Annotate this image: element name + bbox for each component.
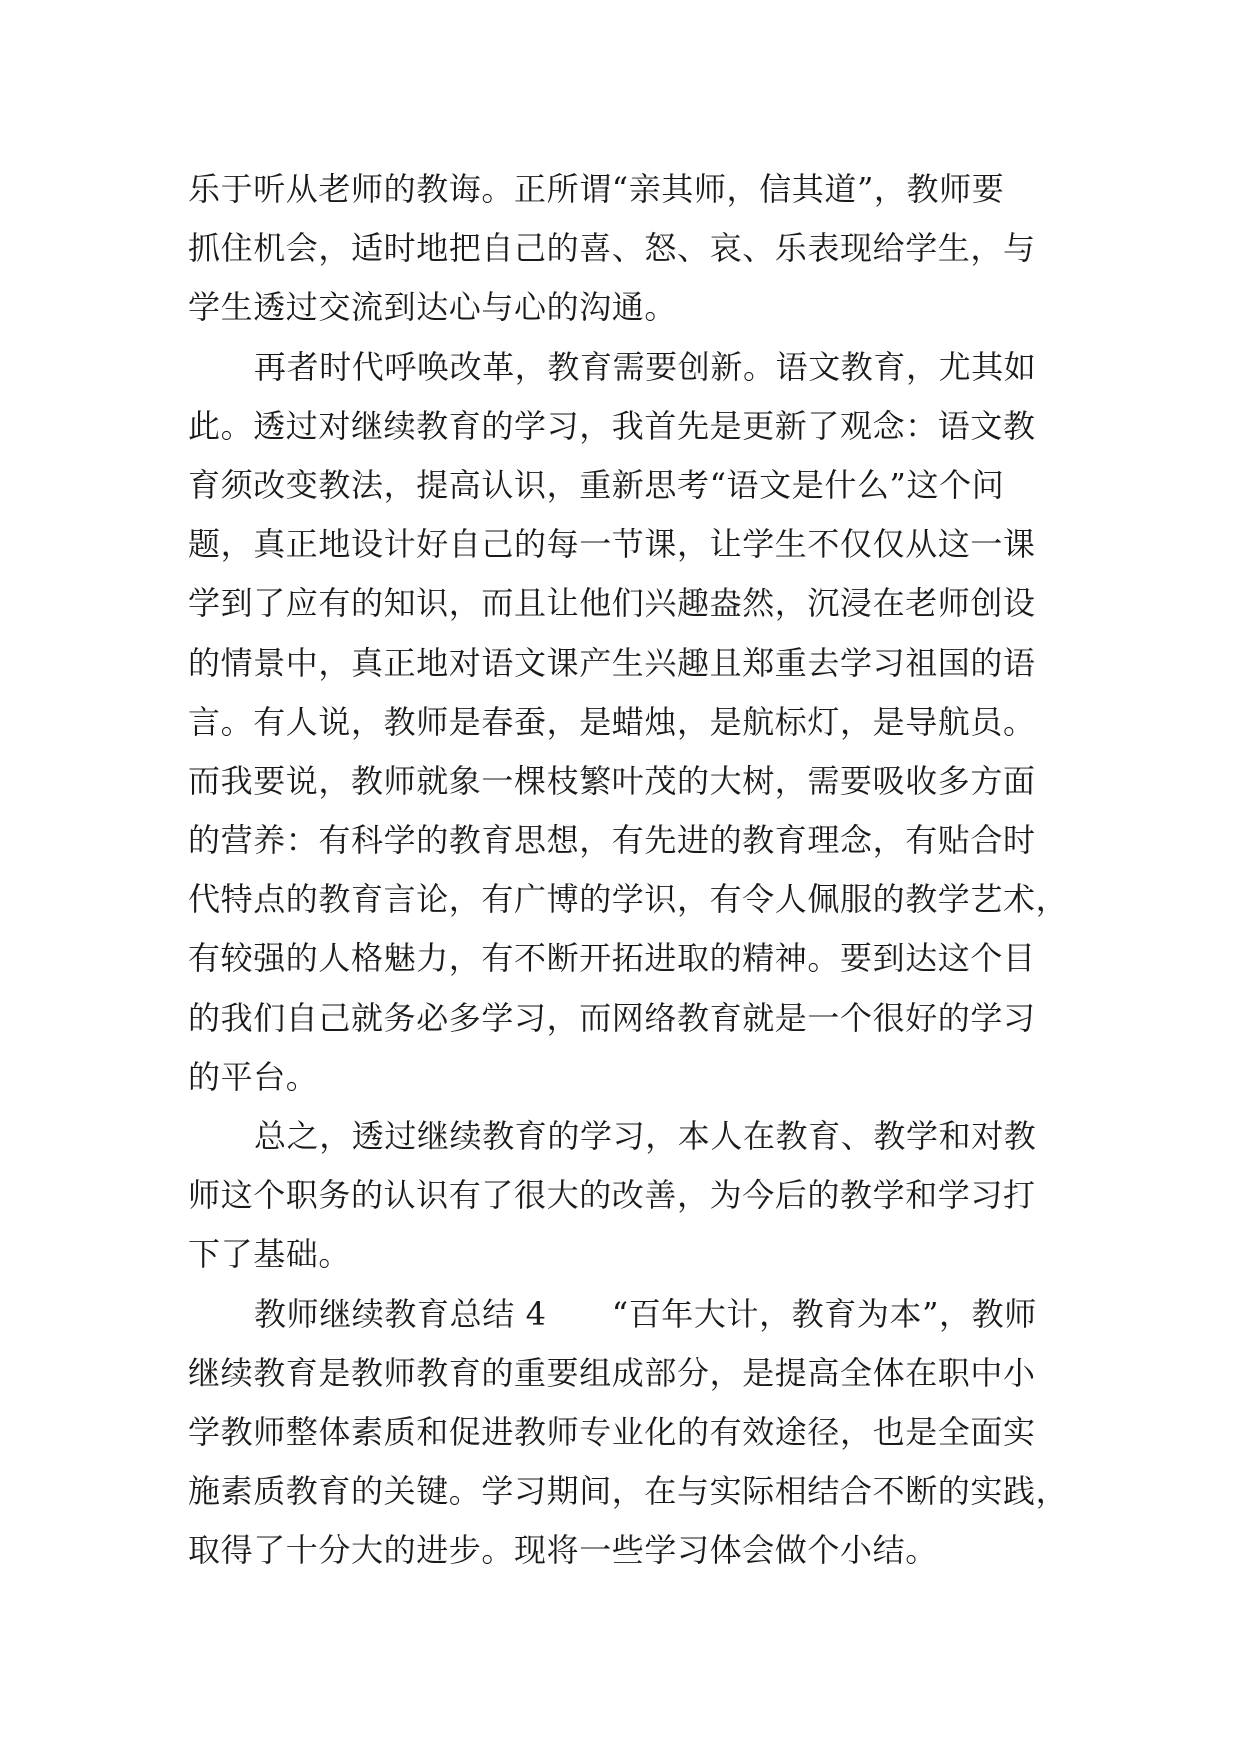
- text-line: 育须改变教法，提高认识，重新思考“语文是什么”这个问: [188, 465, 1005, 504]
- text-line: 的我们自己就务必多学习，而网络教育就是一个很好的学习: [188, 998, 1036, 1037]
- text-line: 乐于听从老师的教诲。正所谓“亲其师，信其道”，教师要: [188, 170, 1005, 208]
- text-line: 的营养：有科学的教育思想，有先进的教育理念，有贴合时: [188, 821, 1036, 860]
- text-line: 此。透过对继续教育的学习，我首先是更新了观念：语文教: [188, 406, 1036, 445]
- text-line: 师这个职务的认识有了很大的改善，为今后的教学和学习打: [188, 1176, 1036, 1215]
- paragraph-first-line: 教师继续教育总结 4 “百年大计，教育为本”，教师: [254, 1294, 1037, 1333]
- paragraph-first-line: 总之，透过继续教育的学习，本人在教育、教学和对教: [254, 1117, 1037, 1155]
- body-text: [188, 160, 1068, 1581]
- text-line: 下了基础。: [188, 1235, 352, 1274]
- text-line: 的情景中，真正地对语文课产生兴趣且郑重去学习祖国的语: [188, 643, 1036, 682]
- paragraph-first-line: 再者时代呼唤改革，教育需要创新。语文教育，尤其如: [254, 347, 1037, 386]
- text-line: 有较强的人格魅力，有不断开拓进取的精神。要到达这个目: [188, 939, 1036, 978]
- text-line: 而我要说，教师就象一棵枝繁叶茂的大树，需要吸收多方面: [188, 761, 1036, 800]
- text-line: 学到了应有的知识，而且让他们兴趣盎然，沉浸在老师创设: [188, 584, 1036, 623]
- text-line: 的平台。: [188, 1057, 319, 1096]
- text-line: 抓住机会，适时地把自己的喜、怒、哀、乐表现给学生，与: [188, 229, 1036, 268]
- text-line: 言。有人说，教师是春蚕，是蜡烛，是航标灯，是导航员。: [188, 702, 1036, 741]
- text-line: 取得了十分大的进步。现将一些学习体会做个小结。: [188, 1531, 938, 1570]
- text-line: 学教师整体素质和促进教师专业化的有效途径，也是全面实: [188, 1412, 1036, 1451]
- text-line: 学生透过交流到达心与心的沟通。: [188, 288, 678, 327]
- text-line: 施素质教育的关键。学习期间，在与实际相结合不断的实践，: [188, 1472, 1069, 1511]
- text-line: 代特点的教育言论，有广博的学识，有令人佩服的教学艺术，: [188, 880, 1069, 919]
- text-line: 题，真正地设计好自己的每一节课，让学生不仅仅从这一课: [188, 525, 1036, 564]
- text-line: 继续教育是教师教育的重要组成部分，是提高全体在职中小: [188, 1353, 1036, 1392]
